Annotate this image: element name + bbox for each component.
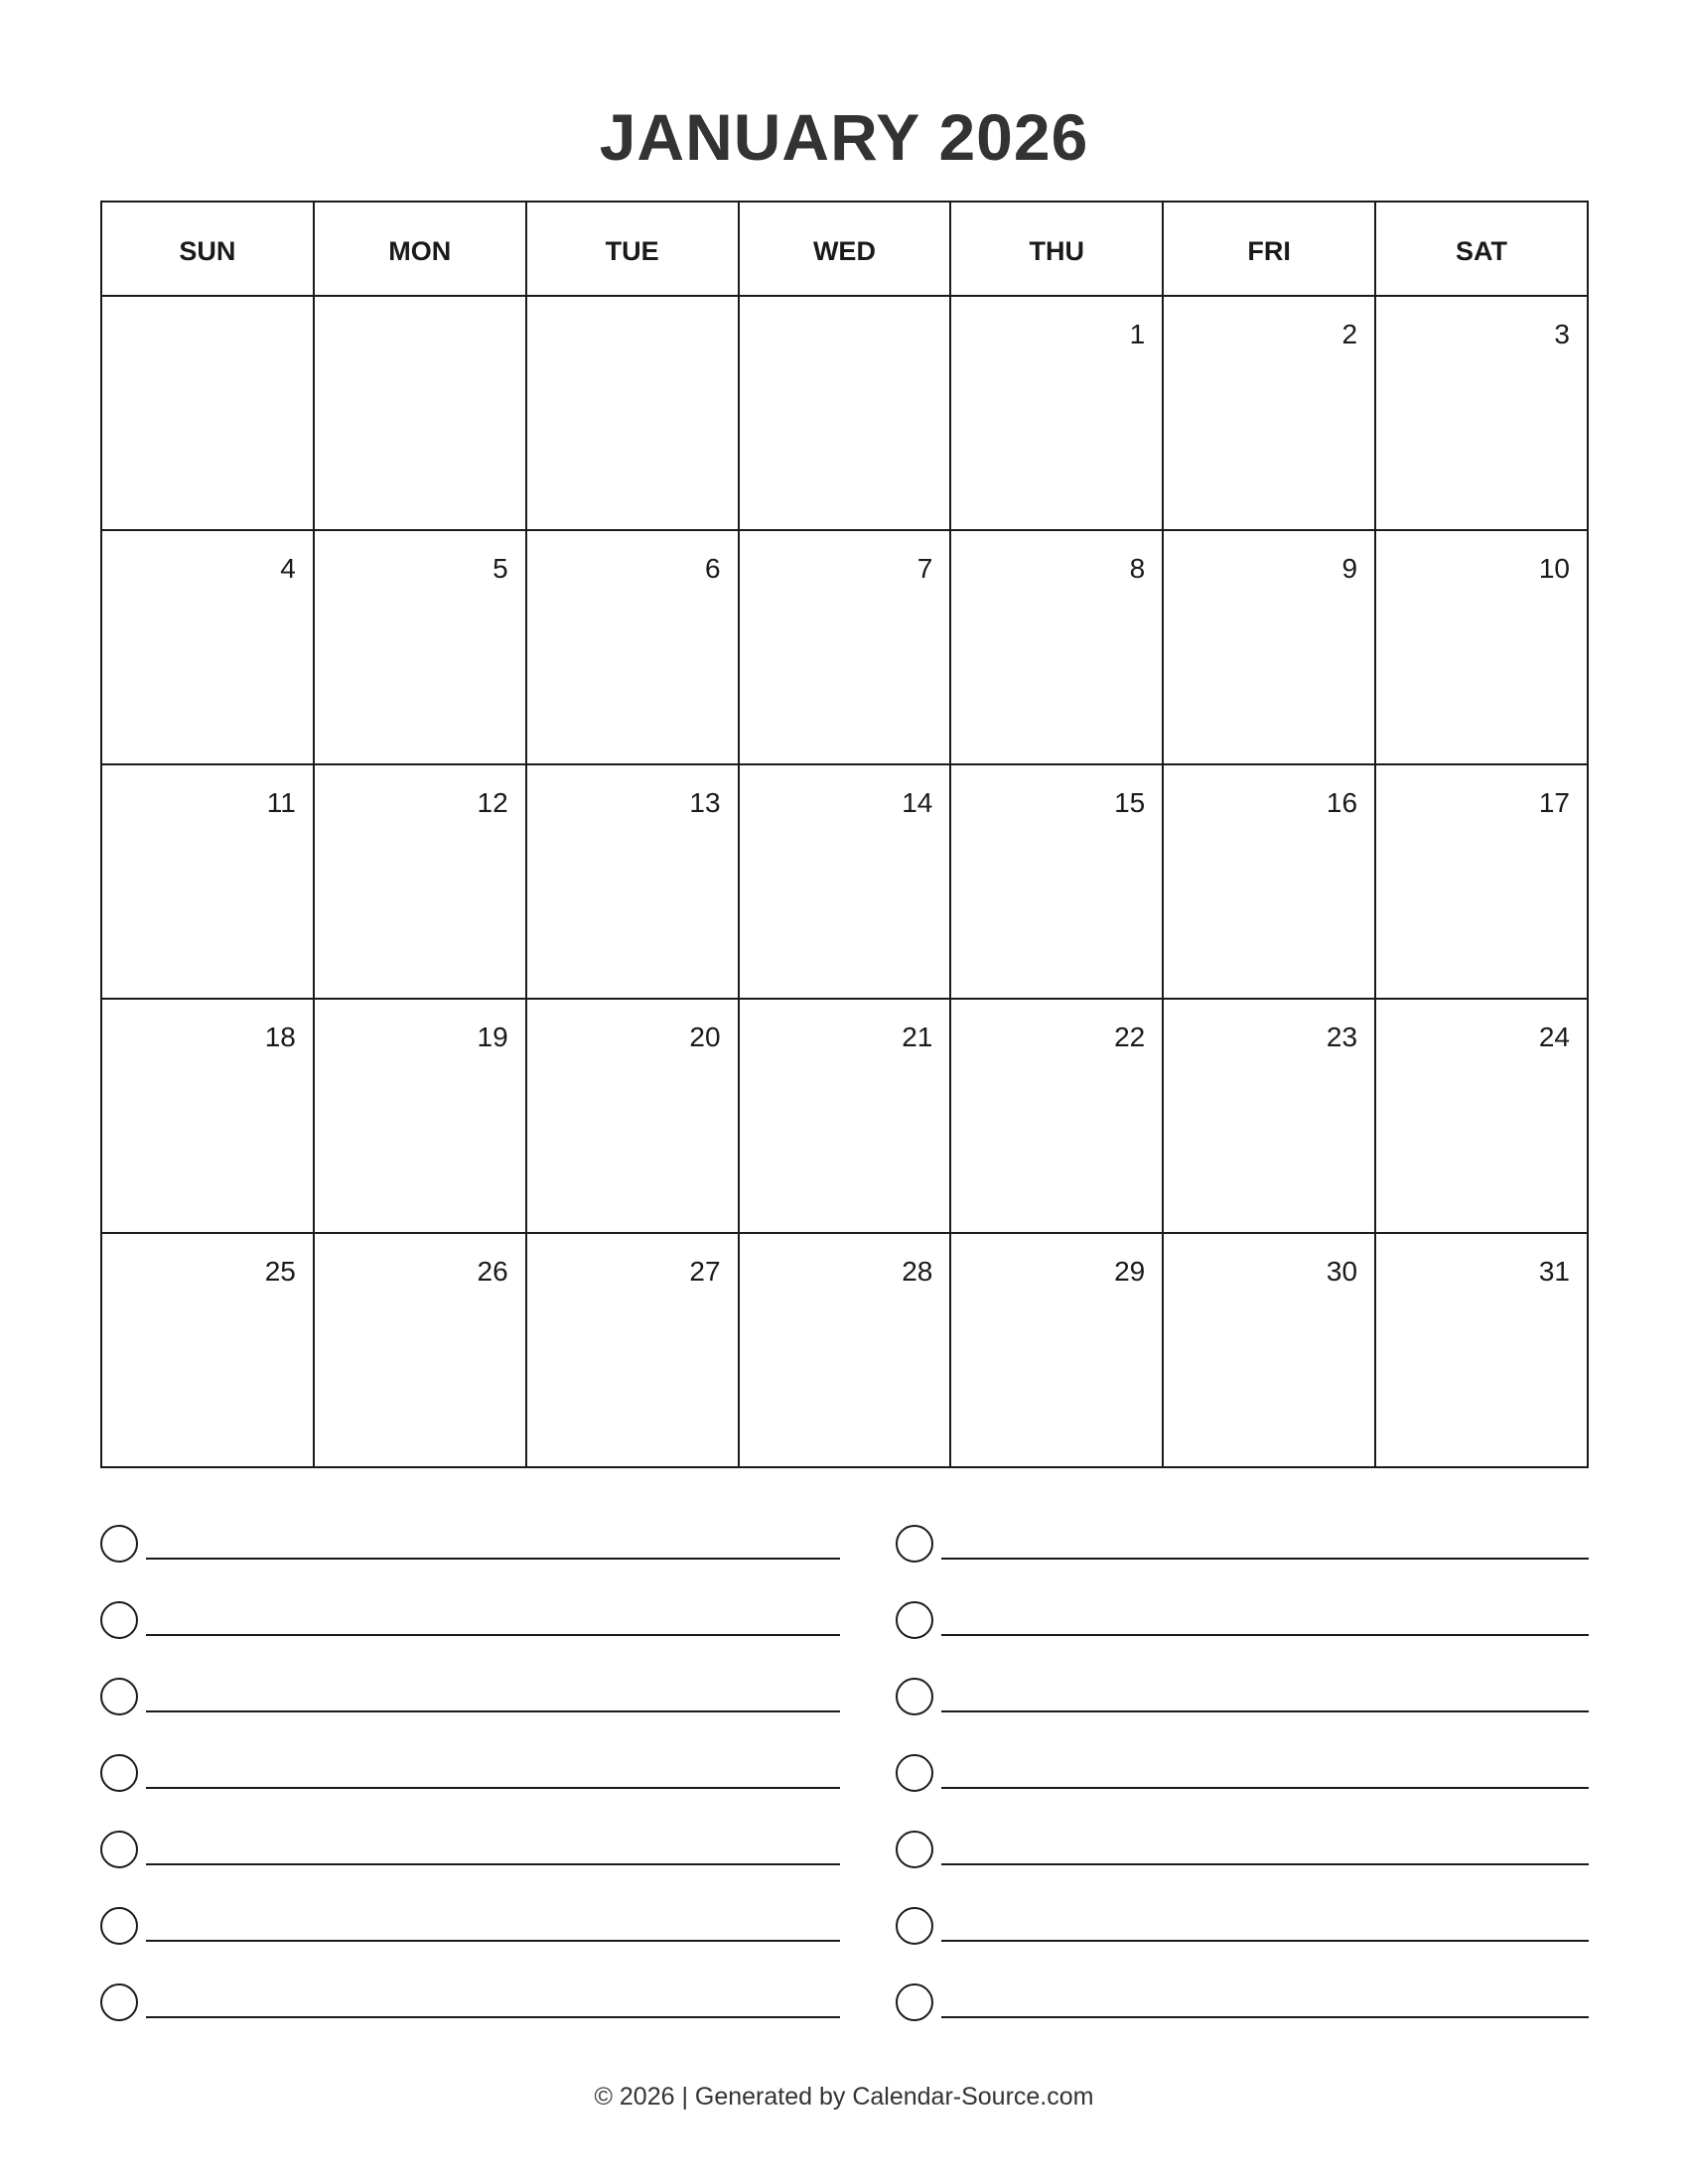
day-number: 3 [1554,319,1570,349]
footer-credit: © 2026 | Generated by Calendar-Source.com [594,2083,1094,2111]
day-number [102,297,313,319]
todo-item [100,1983,840,2060]
day-cell [101,530,314,764]
day-number: 23 [1326,1022,1358,1052]
checkbox-circle-icon[interactable] [896,1831,933,1868]
day-number: 20 [689,1022,721,1052]
weekday-header: SAT [1375,202,1588,296]
checkbox-circle-icon[interactable] [100,1678,138,1715]
todo-item [100,1754,840,1831]
week-row [101,296,1588,530]
todo-item [100,1601,840,1678]
week-row [101,764,1588,999]
week-row [101,999,1588,1233]
day-number: 18 [264,1022,296,1052]
todo-writing-line[interactable] [146,1710,840,1712]
checkbox-circle-icon[interactable] [896,1983,933,2021]
day-number: 5 [492,553,508,584]
checkbox-circle-icon[interactable] [100,1601,138,1639]
day-cell [101,764,314,999]
day-number [527,297,738,319]
day-number: 21 [902,1022,933,1052]
day-number: 15 [1114,787,1146,818]
todo-writing-line[interactable] [941,1787,1589,1789]
day-number: 31 [1538,1256,1570,1287]
day-cell [739,999,951,1233]
day-cell [950,1233,1163,1467]
todo-list-left [100,1525,840,2060]
day-cell [1375,999,1588,1233]
todo-item [100,1907,840,1983]
day-cell [101,999,314,1233]
day-number: 26 [477,1256,508,1287]
day-cell [950,530,1163,764]
todo-writing-line[interactable] [146,1634,840,1636]
day-cell [739,530,951,764]
day-number: 22 [1114,1022,1146,1052]
todo-writing-line[interactable] [146,1558,840,1560]
day-cell [101,296,314,530]
day-cell [526,764,739,999]
day-cell [526,999,739,1233]
day-number: 16 [1326,787,1358,818]
todo-item [896,1983,1589,2060]
todo-writing-line[interactable] [941,1710,1589,1712]
day-number: 30 [1326,1256,1358,1287]
week-row [101,530,1588,764]
checkbox-circle-icon[interactable] [100,1525,138,1563]
day-cell [1163,530,1375,764]
todo-writing-line[interactable] [146,1940,840,1942]
day-number: 29 [1114,1256,1146,1287]
todo-item [896,1525,1589,1601]
todo-item [100,1525,840,1601]
weekday-header-row [101,202,1588,296]
day-number: 11 [266,787,296,818]
weekday-header: TUE [526,202,739,296]
day-cell [739,1233,951,1467]
day-cell [1375,764,1588,999]
day-cell [739,296,951,530]
day-number: 8 [1129,553,1146,584]
day-cell [526,1233,739,1467]
day-cell [1375,1233,1588,1467]
day-cell [314,999,526,1233]
day-cell [314,296,526,530]
week-row [101,1233,1588,1467]
todo-writing-line[interactable] [146,1863,840,1865]
day-number: 2 [1341,319,1358,349]
day-number: 9 [1341,553,1358,584]
day-cell [1375,530,1588,764]
day-cell [1163,1233,1375,1467]
todo-writing-line[interactable] [146,1787,840,1789]
weekday-header: FRI [1163,202,1375,296]
checkbox-circle-icon[interactable] [896,1678,933,1715]
todo-item [100,1831,840,1907]
day-cell [1163,296,1375,530]
todo-item [896,1831,1589,1907]
todo-writing-line[interactable] [941,1634,1589,1636]
day-number: 10 [1538,553,1570,584]
weekday-header: THU [950,202,1163,296]
day-cell [526,296,739,530]
day-cell [1163,764,1375,999]
day-number: 28 [902,1256,933,1287]
day-cell [314,1233,526,1467]
day-cell [101,1233,314,1467]
todo-item [896,1754,1589,1831]
checkbox-circle-icon[interactable] [896,1601,933,1639]
day-cell [314,530,526,764]
todo-writing-line[interactable] [941,1863,1589,1865]
day-number: 25 [264,1256,296,1287]
todo-writing-line[interactable] [146,2016,840,2018]
checkbox-circle-icon[interactable] [896,1907,933,1945]
day-cell [950,764,1163,999]
day-number: 27 [689,1256,721,1287]
weekday-header: MON [314,202,526,296]
day-number: 7 [916,553,933,584]
weekday-header: WED [739,202,951,296]
day-number: 24 [1538,1022,1570,1052]
todo-writing-line[interactable] [941,2016,1589,2018]
day-number: 14 [902,787,933,818]
checkbox-circle-icon[interactable] [100,1754,138,1792]
weekday-header: SUN [101,202,314,296]
checkbox-circle-icon[interactable] [100,1907,138,1945]
day-number: 6 [704,553,721,584]
todo-writing-line[interactable] [941,1940,1589,1942]
day-number [740,297,950,319]
todo-list-right [896,1525,1589,2060]
todo-item [100,1678,840,1754]
todo-item [896,1907,1589,1983]
day-number: 19 [477,1022,508,1052]
calendar-grid [100,201,1589,1468]
day-number: 4 [280,553,296,584]
checkbox-circle-icon[interactable] [896,1754,933,1792]
todo-item [896,1601,1589,1678]
checkbox-circle-icon[interactable] [100,1983,138,2021]
todo-writing-line[interactable] [941,1558,1589,1560]
day-number [315,297,525,319]
day-cell [950,999,1163,1233]
todo-item [896,1678,1589,1754]
day-number: 13 [689,787,721,818]
day-cell [314,764,526,999]
day-cell [526,530,739,764]
day-cell [1375,296,1588,530]
day-cell [1163,999,1375,1233]
day-number: 17 [1538,787,1570,818]
checkbox-circle-icon[interactable] [896,1525,933,1563]
day-cell [950,296,1163,530]
page-title: JANUARY 2026 [599,100,1089,174]
day-number: 12 [477,787,508,818]
day-number: 1 [1129,319,1146,349]
day-cell [739,764,951,999]
checkbox-circle-icon[interactable] [100,1831,138,1868]
